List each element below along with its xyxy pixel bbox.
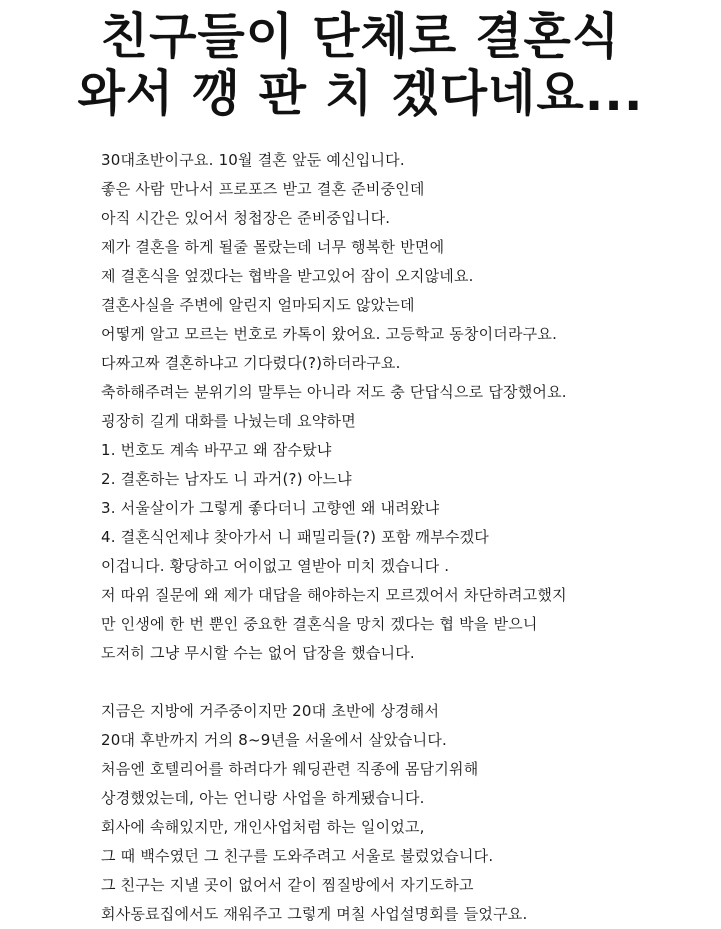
- body-line: 좋은 사람 만나서 프로포즈 받고 결혼 준비중인데: [101, 180, 425, 198]
- body-line: 그 친구는 지낼 곳이 없어서 같이 찜질방에서 자기도하고: [101, 876, 474, 894]
- list-item: 4. 결혼식언제냐 찾아가서 니 패밀리들(?) 포함 깨부수겠다: [101, 528, 489, 546]
- post-title-line-1: 친구들이 단체로 결혼식: [100, 8, 621, 65]
- list-item: 3. 서울살이가 그렇게 좋다더니 고향엔 왜 내려왔냐: [101, 499, 440, 517]
- paragraph-gap: [101, 668, 711, 697]
- body-line: 다짜고짜 결혼하냐고 기다렸다(?)하더라구요.: [101, 354, 401, 372]
- post-title-line-2: 와서 깽 판 치 겠다네요...: [77, 65, 644, 122]
- body-line: 도저히 그냥 무시할 수는 없어 답장을 했습니다.: [101, 644, 415, 662]
- body-line: 30대초반이구요. 10월 결혼 앞둔 예신입니다.: [101, 151, 405, 169]
- post-body: [101, 146, 711, 929]
- body-line: 이겁니다. 황당하고 어이없고 열받아 미치 겠습니다 .: [101, 557, 450, 575]
- list-item: 1. 번호도 계속 바꾸고 왜 잠수탔냐: [101, 441, 332, 459]
- body-line: 결혼사실을 주변에 알린지 얼마되지도 않았는데: [101, 296, 415, 314]
- body-line: 만 인생에 한 번 뿐인 중요한 결혼식을 망치 겠다는 협 박을 받으니: [101, 615, 538, 633]
- paragraph-2: [101, 697, 711, 929]
- post-title: [0, 8, 721, 122]
- body-line: 굉장히 길게 대화를 나눴는데 요약하면: [101, 412, 356, 430]
- body-line: 그 때 백수였던 그 친구를 도와주려고 서울로 불렀었습니다.: [101, 847, 494, 865]
- body-line: 어떻게 알고 모르는 번호로 카톡이 왔어요. 고등학교 동창이더라구요.: [101, 325, 558, 343]
- body-line: 처음엔 호텔리어를 하려다가 웨딩관련 직종에 몸담기위해: [101, 760, 479, 778]
- body-line: 20대 후반까지 거의 8~9년을 서울에서 살았습니다.: [101, 731, 447, 749]
- body-line: 회사에 속해있지만, 개인사업처럼 하는 일이었고,: [101, 818, 425, 836]
- body-line: 축하해주려는 분위기의 말투는 아니라 저도 충 단답식으로 답장했어요.: [101, 383, 567, 401]
- body-line: 저 따위 질문에 왜 제가 대답을 해야하는지 모르겠어서 차단하려고했지: [101, 586, 567, 604]
- body-line: 회사동료집에서도 재워주고 그렇게 며칠 사업설명회를 들었구요.: [101, 905, 528, 923]
- body-line: 제가 결혼을 하게 될줄 몰랐는데 너무 행복한 반면에: [101, 238, 445, 256]
- body-line: 아직 시간은 있어서 청첩장은 준비중입니다.: [101, 209, 391, 227]
- paragraph-1: [101, 146, 711, 668]
- body-line: 상경했었는데, 아는 언니랑 사업을 하게됐습니다.: [101, 789, 425, 807]
- body-line: 제 결혼식을 엎겠다는 협박을 받고있어 잠이 오지않네요.: [101, 267, 474, 285]
- body-line: 지금은 지방에 거주중이지만 20대 초반에 상경해서: [101, 702, 440, 720]
- list-item: 2. 결혼하는 남자도 니 과거(?) 아느냐: [101, 470, 352, 488]
